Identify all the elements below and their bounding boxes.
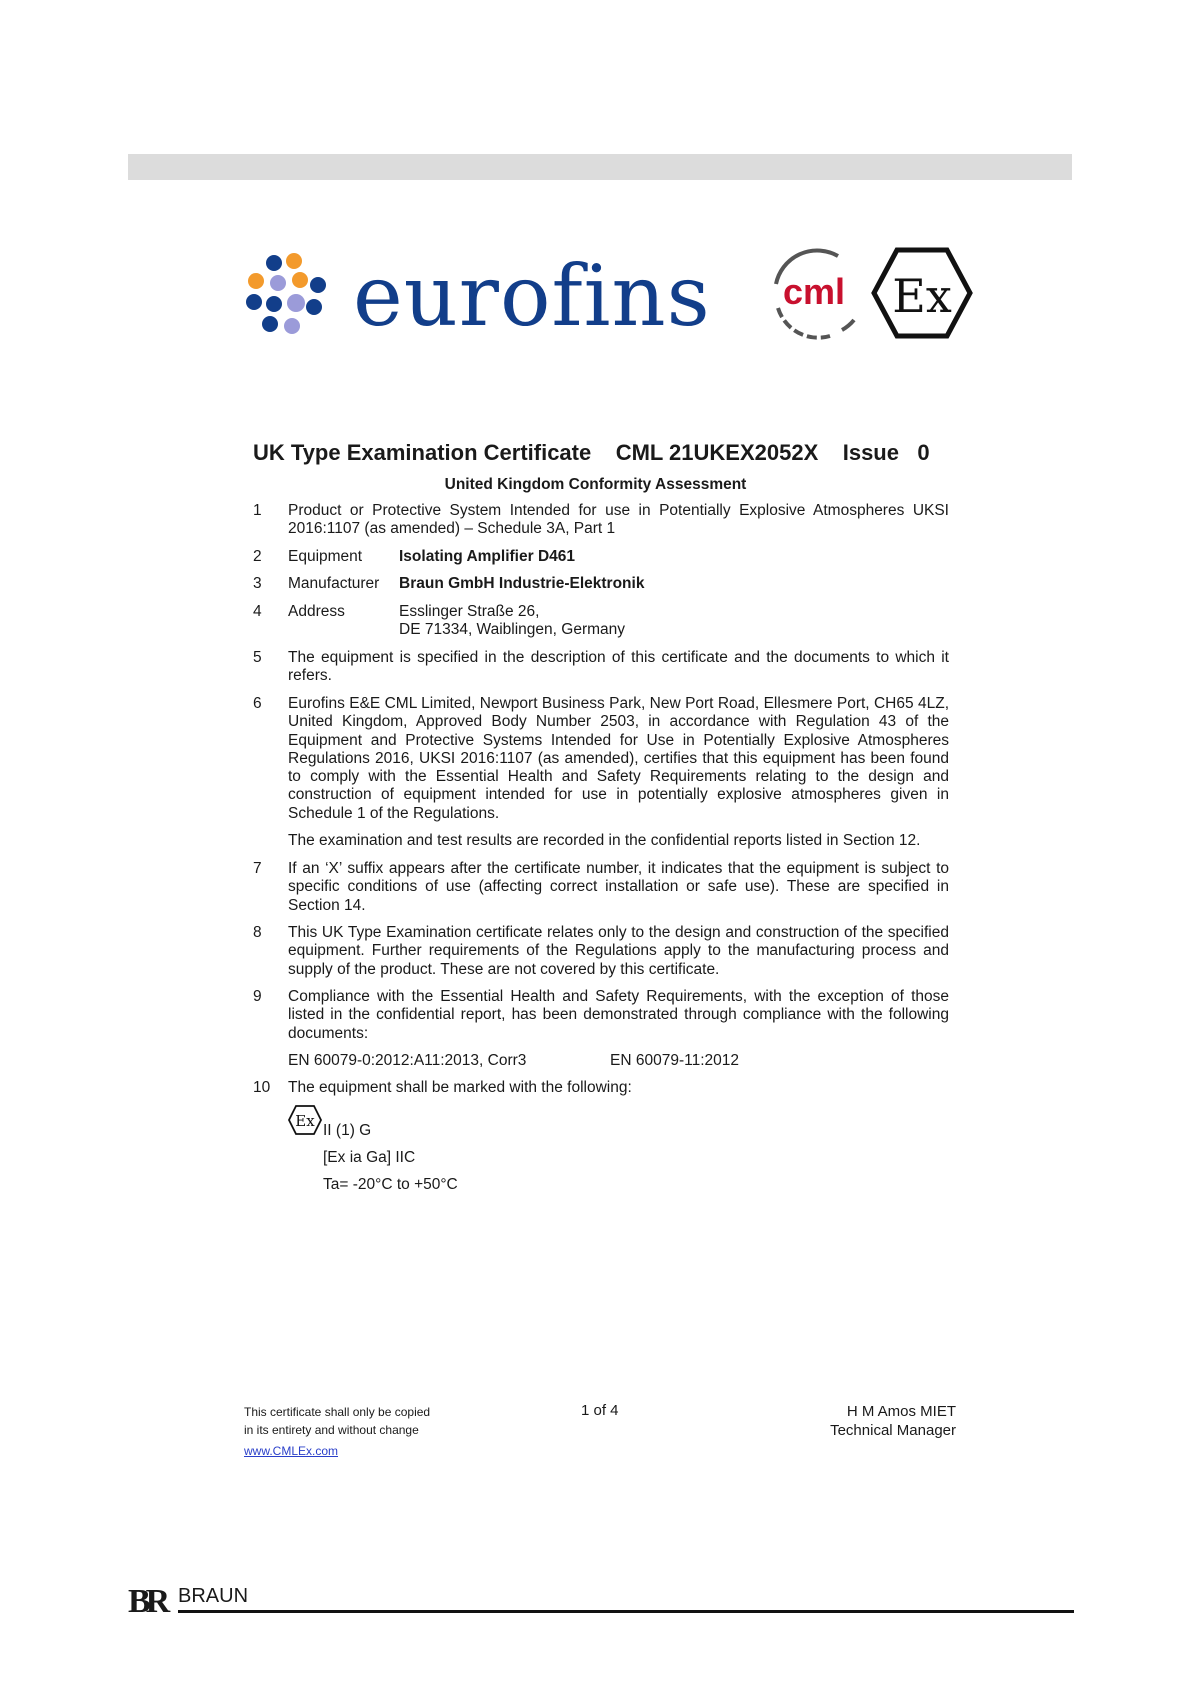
issue-number: 0 — [917, 440, 930, 465]
section-text: If an ‘X’ suffix appears after the certificate number, it indicates that the equipment is subject to specific conditions of use (affecting correct installation or safe use). These are specified in Section 14. — [288, 860, 949, 914]
section-number: 10 — [253, 1079, 271, 1096]
braun-divider-line — [178, 1610, 1074, 1613]
cml-text: cml — [782, 271, 846, 312]
section-number: 8 — [253, 924, 262, 941]
section-number: 7 — [253, 860, 262, 877]
subtitle: United Kingdom Conformity Assessment — [444, 476, 747, 493]
signer-name: H M Amos MIET — [846, 1403, 956, 1420]
section-8 — [253, 924, 949, 979]
section-3-manufacturer — [253, 575, 953, 595]
marking-line-3: Ta= -20°C to +50°C — [323, 1176, 458, 1193]
braun-monogram-logo: BR — [128, 1583, 166, 1620]
address-line-2: DE 71334, Waiblingen, Germany — [399, 621, 626, 638]
cml-logo — [768, 244, 860, 342]
section-number: 6 — [253, 695, 262, 712]
section-7 — [253, 860, 949, 915]
certificate-title — [253, 440, 930, 466]
equipment-label: Equipment — [288, 548, 363, 565]
standard-doc-2: EN 60079-11:2012 — [610, 1052, 739, 1069]
section-text: Compliance with the Essential Health and Safety Requirements, with the exception of those listed in the confidential report, has been demonstrated through compliance with the following documents: — [288, 988, 949, 1042]
section-text-2: The examination and test results are recorded in the confidential reports listed in Section 12. — [288, 832, 921, 850]
section-number: 3 — [253, 575, 262, 592]
marking-line-1: II (1) G — [323, 1122, 372, 1139]
section-2-equipment — [253, 548, 953, 568]
section-6 — [253, 695, 949, 850]
section-number: 4 — [253, 603, 262, 620]
ex-mark-icon — [287, 1104, 323, 1136]
section-4-address — [253, 603, 953, 643]
standard-doc-1: EN 60079-0:2012:A11:2013, Corr3 — [288, 1052, 527, 1069]
section-text: The equipment shall be marked with the following: — [288, 1079, 632, 1096]
marking-line-2: [Ex ia Ga] IIC — [323, 1149, 416, 1166]
top-gray-bar — [128, 154, 1072, 180]
section-number: 2 — [253, 548, 262, 565]
doc-type: UK Type Examination Certificate — [253, 440, 592, 465]
page-number: 1 of 4 — [581, 1402, 619, 1419]
section-number: 9 — [253, 988, 262, 1005]
section-9 — [253, 988, 949, 1043]
footer-copy-note — [244, 1403, 430, 1460]
section-text: This UK Type Examination certificate relates only to the design and construction of the specified equipment. Further requirements of the Regulations apply to the manufacturing process and supply of the product. These are not covered by this certificate. — [288, 924, 949, 978]
issue-label: Issue — [842, 440, 899, 465]
section-text: Eurofins E&E CML Limited, Newport Business Park, New Port Road, Ellesmere Port, CH65 4LZ, United Kingdom, Approved Body Number 2503, in accordance with Regulation 43 of the Equipment and Protective Systems Intended for Use in Potentially Explosive Atmospheres Regulations 2016, UKSI 2016:1107 (as amended), certifies that this equipment has been found to comply with the Essential Health and Safety Requirements relating to the design and construction of equipment intended for use in potentially explosive atmospheres given in Schedule 1 of the Regulations. — [288, 695, 949, 822]
ex-text: Ex — [892, 269, 952, 323]
ex-mark-text: Ex — [295, 1112, 315, 1130]
section-text: Product or Protective System Intended for use in Potentially Explosive Atmospheres UKSI 2016:1107 (as amended) – Schedule 3A, Part 1 — [288, 502, 949, 538]
equipment-value: Isolating Amplifier D461 — [399, 548, 575, 565]
signatory — [780, 1402, 956, 1440]
manufacturer-value: Braun GmbH Industrie-Elektronik — [399, 575, 645, 592]
copy-note-line-2: in its entirety and without change — [244, 1423, 419, 1437]
section-10 — [253, 1079, 949, 1097]
address-label: Address — [288, 603, 345, 620]
eurofins-dots-icon — [240, 248, 350, 348]
website-link[interactable]: www.CMLEx.com — [244, 1444, 339, 1458]
braun-name: BRAUN — [178, 1585, 249, 1607]
copy-note-line-1: This certificate shall only be copied — [244, 1405, 431, 1419]
ex-hexagon-logo — [870, 246, 974, 340]
manufacturer-label: Manufacturer — [288, 575, 380, 592]
section-text: The equipment is specified in the description of this certificate and the documents to which it refers. — [288, 649, 949, 685]
address-line-1: Esslinger Straße 26, — [399, 603, 540, 620]
eurofins-logo — [240, 247, 711, 348]
cert-number: CML 21UKEX2052X — [615, 440, 819, 465]
signer-title: Technical Manager — [830, 1422, 956, 1439]
section-1 — [253, 502, 949, 539]
section-number: 5 — [253, 649, 262, 666]
eurofins-wordmark: eurofins — [353, 247, 711, 345]
section-5 — [253, 649, 949, 686]
section-number: 1 — [253, 502, 262, 519]
